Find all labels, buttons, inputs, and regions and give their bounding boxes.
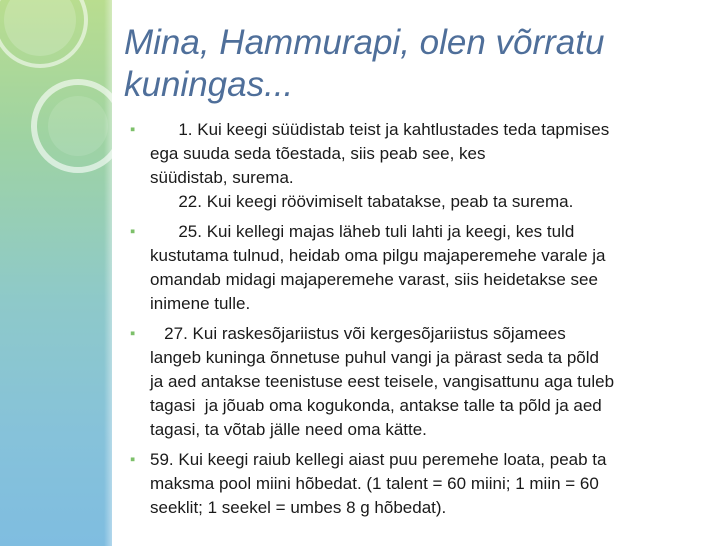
bullet-line: 59. Kui keegi raiub kellegi aiast puu peremehe loata, peab ta (150, 450, 607, 469)
bullet-line: tagasi, ta võtab jälle need oma kätte. (150, 420, 427, 439)
bullet-icon: ▪ (130, 223, 136, 240)
bullet-line: 22. Kui keegi röövimiselt tabatakse, peab ta surema. (150, 192, 574, 211)
bullet-line: ja aed antakse teenistuse eest teisele, vangisattunu aga tuleb (150, 372, 615, 391)
bullet-icon: ▪ (130, 121, 136, 138)
title-line-1: Mina, Hammurapi, olen võrratu (124, 23, 605, 62)
slide-title (124, 22, 714, 106)
bullet-line: seeklit; 1 seekel = umbes 8 g hõbedat). (150, 498, 447, 517)
bullet-line: 1. Kui keegi süüdistab teist ja kahtlustades teda tapmises (150, 120, 610, 139)
bullet-line: tagasi ja jõuab oma kogukonda, antakse talle ta põld ja aed (150, 396, 602, 415)
bullet-item (128, 118, 718, 214)
bullet-line: inimene tulle. (150, 294, 251, 313)
bullet-item (128, 448, 718, 520)
bullet-item (128, 220, 718, 316)
bullet-line: langeb kuninga õnnetuse puhul vangi ja pärast seda ta põld (150, 348, 599, 367)
bullet-line: 27. Kui raskesõjariistus või kergesõjariistus sõjamees (150, 324, 566, 343)
bullet-icon: ▪ (130, 451, 136, 468)
bullet-icon: ▪ (130, 325, 136, 342)
bullet-line: 25. Kui kellegi majas läheb tuli lahti ja keegi, kes tuld (150, 222, 575, 241)
bullet-line: ega suuda seda tõestada, siis peab see, kes (150, 144, 486, 163)
bullet-line: omandab midagi majaperemehe varast, siis heidetakse see (150, 270, 598, 289)
bullet-line: süüdistab, surema. (150, 168, 294, 187)
title-line-2: kuningas... (124, 65, 294, 104)
bullet-line: maksma pool miini hõbedat. (1 talent = 60 miini; 1 miin = 60 (150, 474, 599, 493)
decorative-circles (0, 0, 140, 200)
bullet-item (128, 322, 718, 442)
bullet-list (128, 118, 718, 526)
bullet-line: kustutama tulnud, heidab oma pilgu majaperemehe varale ja (150, 246, 606, 265)
